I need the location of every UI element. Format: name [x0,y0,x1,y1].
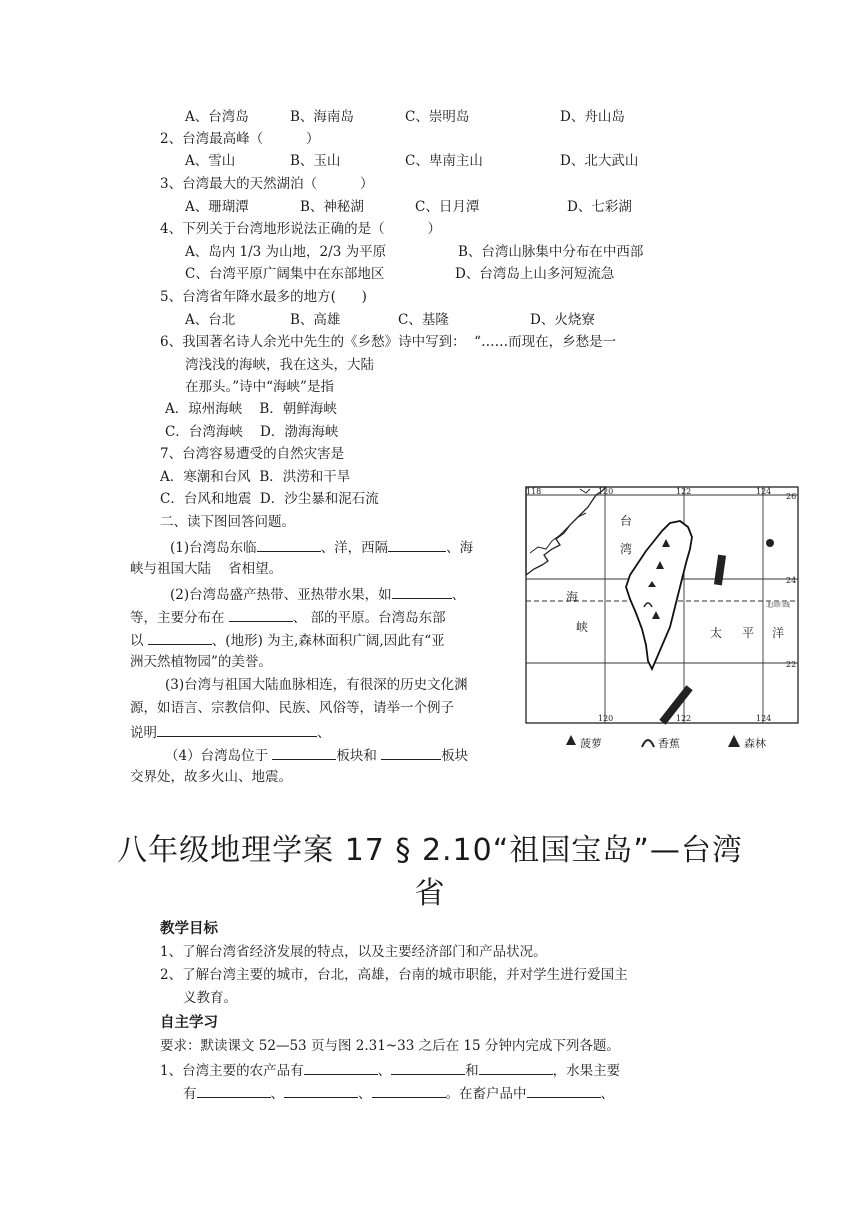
q5-option-d: D、火烧寮 [530,312,595,328]
q1-option-d: D、舟山岛 [560,109,625,125]
q2-option-c: C、卑南主山 [405,153,483,169]
q4-stem: 4、下列关于台湾地形说法正确的是（ ） [160,221,442,237]
section2-q4-line2: 交界处，故多火山、地震。 [130,769,292,785]
island-bar-1 [714,555,726,586]
q3-option-d: D、七彩湖 [567,199,632,215]
section2-q3-line2: 源，如语言、宗教信仰、民族、风俗等，请举一个例子 [130,700,454,716]
q3-option-a: A、珊瑚潭 [185,199,249,215]
section2-q4-line1: （4）台湾岛位于 板块和 板块 [165,745,468,765]
q4-option-a: A、岛内 1/3 为山地，2/3 为平原 [185,244,387,260]
section2-heading: 二、读下图回答问题。 [160,514,295,530]
q6-line1: 6、我国著名诗人余光中先生的《乡愁》诗中写到： “……而现在，乡愁是一 [160,334,617,350]
island-dot [766,539,774,547]
lon-bottom-124: 124 [756,714,772,723]
q3-option-c: C、日月潭 [415,199,480,215]
map-label-tropic: 北回归线 [766,602,791,609]
legend-banana-icon [642,740,654,747]
lon-top-122: 122 [676,487,692,496]
section2-q3-line1: (3)台湾与祖国大陆血脉相连，有很深的历史文化渊 [165,677,468,693]
lat-24: 24 [786,576,797,585]
legend-pineapple: 菠萝 [580,737,602,750]
map-label-pacific-1: 太 [710,626,723,640]
q5-option-c: C、基隆 [398,312,449,328]
section2-q2-line4: 洲天然植物园”的美誉。 [130,654,272,670]
legend-forest-icon [728,735,740,747]
q6-line2: 湾浅浅的海峡，我在这头，大陆 [185,357,374,373]
q1-option-a: A、台湾岛 [185,109,249,125]
q2-option-d: D、北大武山 [560,153,639,169]
q7-stem: 7、台湾容易遭受的自然灾害是 [160,446,345,462]
self-study-q1-line1: 1、台湾主要的农产品有 、 和 ，水果主要 [160,1060,620,1080]
q7-options-cd: C．台风和地震 D．沙尘暴和泥石流 [160,491,379,507]
lat-22: 22 [786,660,797,669]
q2-option-a: A、雪山 [185,153,236,169]
q4-option-b: B、台湾山脉集中分布在中西部 [458,244,644,260]
taiwan-map [520,483,802,761]
legend-forest: 森林 [744,737,766,750]
q7-options-ab: A．寒潮和台风 B．洪涝和干旱 [160,469,351,485]
q5-option-b: B、高雄 [290,312,341,328]
map-label-pacific-2: 平 [742,626,755,640]
map-label-wan: 湾 [620,542,633,556]
page-title-line2: 省 [414,876,446,911]
page-title-line1: 八年级地理学案 17 § 2.10“祖国宝岛”—台湾 [117,833,743,868]
map-label-hai: 海 [566,590,579,604]
map-label-pacific-3: 洋 [772,626,785,640]
q3-option-b: B、神秘湖 [300,199,364,215]
q4-option-c: C、台湾平原广阔集中在东部地区 [185,266,385,282]
goals-heading: 教学目标 [160,921,218,937]
q5-option-a: A、台北 [185,312,236,328]
legend-banana: 香蕉 [658,737,680,750]
lon-bottom-122: 122 [676,714,692,723]
self-study-heading: 自主学习 [160,1015,218,1031]
section2-q1-line1: (1)台湾岛东临 、洋，西隔 、海 [170,537,473,557]
section2-q2-line1: (2)台湾岛盛产热带、亚热带水果，如 、 [170,584,465,604]
mainland-coast [526,487,606,575]
q4-option-d: D、台湾岛上山多河短流急 [455,266,615,282]
lon-top-124: 124 [756,487,772,496]
legend-pineapple-icon [566,735,576,745]
q6-options-ab: A．琼州海峡 B．朝鲜海峡 [165,401,337,417]
lon-bottom-120: 120 [598,714,614,723]
lat-26: 26 [786,492,797,501]
section2-q2-line3: 以 、(地形) 为主,森林面积广阔,因此有“亚 [130,630,445,650]
q2-option-b: B、玉山 [290,153,341,169]
lon-top-118: 118 [526,487,542,496]
q6-options-cd: C．台湾海峡 D．渤海海峡 [165,424,339,440]
q1-option-c: C、崇明岛 [405,109,470,125]
q3-stem: 3、台湾最大的天然湖泊（ ） [160,176,374,192]
self-study-requirement: 要求：默读课文 52—53 页与图 2.31~33 之后在 15 分钟内完成下列各题。 [160,1038,620,1054]
section2-q3-line3: 说明 、 [130,722,331,742]
goal-1: 1、了解台湾省经济发展的特点，以及主要经济部门和产品状况。 [160,944,547,960]
self-study-q1-line2: 有 、 、 。在畜户品中 、 [183,1083,614,1103]
section2-q1-line2: 峡与祖国大陆 省相望。 [130,561,283,577]
mainland-coast-detail [530,489,590,553]
q2-stem: 2、台湾最高峰（ ） [160,131,320,147]
goal-2-cont: 义教育。 [183,990,237,1006]
map-label-tai: 台 [620,514,633,528]
map-label-xia: 峡 [576,620,589,634]
q5-stem: 5、台湾省年降水最多的地方( ) [160,289,367,305]
lon-top-120: 120 [598,487,614,496]
q1-option-b: B、海南岛 [290,109,354,125]
q6-line3: 在那头。”诗中“海峡”是指 [185,379,334,395]
taiwan-island [626,521,692,669]
section2-q2-line2: 等，主要分布在 、 部的平原。台湾岛东部 [130,607,446,627]
goal-2: 2、了解台湾主要的城市，台北，高雄，台南的城市职能，并对学生进行爱国主 [160,967,628,983]
